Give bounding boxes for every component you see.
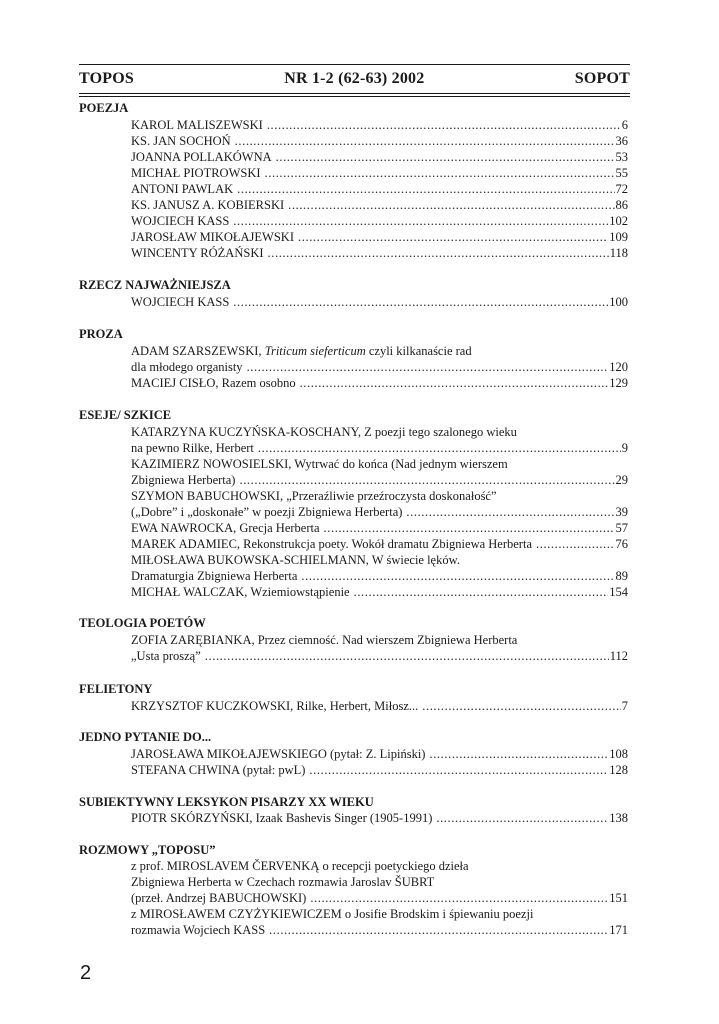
toc-entry-line[interactable]: ZOFIA ZARĘBIANKA, Przez ciemność. Nad wierszem Zbigniewa Herberta	[131, 633, 518, 647]
entry-text: ANTONI PAWLAK	[131, 182, 234, 196]
entry-text-rest: czyli kilkanaście rad	[365, 344, 472, 358]
entry-page: 53	[615, 150, 628, 164]
toc-entry-line[interactable]	[131, 343, 628, 359]
entry-page: 89	[615, 569, 628, 583]
entry-page: 154	[609, 585, 628, 599]
section-title-rozmowy: ROZMOWY „TOPOSU”	[79, 843, 216, 857]
dot-leader	[288, 197, 614, 213]
toc-entry-line[interactable]: z MIROSŁAWEM CZYŻYKIEWICZEM o Josifie Brodskim i śpiewaniu poezji	[131, 907, 534, 921]
entry-page: 112	[609, 649, 628, 663]
entry-text: KS. JANUSZ A. KOBIERSKI	[131, 198, 285, 212]
entry-text: „Usta proszą”	[131, 649, 201, 663]
dot-leader	[536, 536, 615, 552]
toc-entry[interactable]	[131, 746, 628, 762]
toc-entry[interactable]	[131, 149, 628, 165]
toc-entry[interactable]	[131, 133, 628, 149]
entry-page: 9	[621, 441, 628, 455]
running-header	[79, 70, 630, 90]
toc-entry[interactable]	[131, 890, 628, 906]
section-title-poezja: POEZJA	[79, 101, 129, 115]
dot-leader	[237, 181, 614, 197]
entry-text: MACIEJ CISŁO, Razem osobno	[131, 376, 296, 390]
dot-leader	[258, 440, 621, 456]
entry-page: 6	[621, 118, 628, 132]
dot-leader	[422, 698, 621, 714]
entry-text: WOJCIECH KASS	[131, 214, 230, 228]
entry-text: rozmawia Wojciech KASS	[131, 923, 266, 937]
dot-leader	[268, 245, 609, 261]
entry-text: STEFANA CHWINA (pytał: pwL)	[131, 763, 306, 777]
dot-leader	[310, 890, 608, 906]
dot-leader	[235, 133, 615, 149]
toc-entry[interactable]	[131, 440, 628, 456]
entry-page: 138	[609, 811, 628, 825]
toc-entry[interactable]	[131, 648, 628, 664]
entry-text: MICHAŁ PIOTROWSKI	[131, 166, 261, 180]
entry-text: JAROSŁAWA MIKOŁAJEWSKIEGO (pytał: Z. Lipiński)	[131, 747, 426, 761]
toc-entry[interactable]	[131, 229, 628, 245]
dot-leader	[301, 568, 614, 584]
entry-text: KAROL MALISZEWSKI	[131, 118, 263, 132]
entry-text: JOANNA POLLAKÓWNA	[131, 150, 272, 164]
toc-entry[interactable]	[131, 213, 628, 229]
entry-page: 100	[609, 295, 628, 309]
header-rule-thin	[79, 96, 630, 97]
toc-entry[interactable]	[131, 117, 628, 133]
page-number: 2	[80, 962, 92, 984]
dot-leader	[267, 117, 621, 133]
toc-entry-line[interactable]: KAZIMIERZ NOWOSIELSKI, Wytrwać do końca (Nad jednym wierszem	[131, 457, 508, 471]
header-journal: TOPOS	[79, 70, 134, 87]
toc-entry[interactable]	[131, 165, 628, 181]
entry-italic-title: Triticum sieferticum	[264, 344, 366, 358]
dot-leader	[233, 294, 608, 310]
entry-page: 57	[615, 521, 628, 535]
dot-leader	[205, 648, 609, 664]
toc-entry[interactable]	[131, 922, 628, 938]
entry-page: 171	[609, 923, 628, 937]
entry-page: 108	[609, 747, 628, 761]
entry-page: 109	[609, 230, 628, 244]
section-title-rzecz: RZECZ NAJWAŻNIEJSZA	[79, 278, 231, 292]
entry-text: KRZYSZTOF KUCZKOWSKI, Rilke, Herbert, Miłosz...	[131, 699, 419, 713]
dot-leader	[265, 165, 615, 181]
entry-page: 7	[621, 699, 628, 713]
entry-text: MAREK ADAMIEC, Rekonstrukcja poety. Wokół dramatu Zbigniewa Herberta	[131, 537, 532, 551]
dot-leader	[354, 584, 609, 600]
entry-text: na pewno Rilke, Herbert	[131, 441, 254, 455]
toc-entry[interactable]	[131, 762, 628, 778]
section-title-eseje: ESEJE/ SZKICE	[79, 408, 172, 422]
toc-entry[interactable]	[131, 181, 628, 197]
entry-text: WINCENTY RÓŻAŃSKI	[131, 246, 264, 260]
entry-page: 120	[609, 360, 628, 374]
entry-text: EWA NAWROCKA, Grecja Herberta	[131, 521, 320, 535]
dot-leader	[298, 229, 608, 245]
section-title-felietony: FELIETONY	[79, 682, 153, 696]
toc-entry[interactable]	[131, 810, 628, 826]
entry-text: WOJCIECH KASS	[131, 295, 230, 309]
entry-page: 29	[615, 473, 628, 487]
toc-entry[interactable]	[131, 197, 628, 213]
dot-leader	[269, 922, 608, 938]
entry-page: 86	[615, 198, 628, 212]
header-rule-bottom	[79, 93, 630, 94]
toc-entry[interactable]	[131, 294, 628, 310]
entry-page: 128	[609, 763, 628, 777]
dot-leader	[276, 149, 615, 165]
toc-entry-line[interactable]: SZYMON BABUCHOWSKI, „Przeraźliwie przeźroczysta doskonałość”	[131, 489, 497, 503]
entry-author: ADAM SZARSZEWSKI,	[131, 344, 265, 358]
toc-entry[interactable]	[131, 245, 628, 261]
entry-text: Dramaturgia Zbigniewa Herberta	[131, 569, 298, 583]
dot-leader	[233, 213, 608, 229]
entry-page: 118	[609, 246, 628, 260]
toc-entry[interactable]	[131, 472, 628, 488]
toc-entry[interactable]	[131, 520, 628, 536]
toc-entry-line[interactable]: Zbigniewa Herberta w Czechach rozmawia Jaroslav ŠUBRT	[131, 875, 435, 889]
dot-leader	[429, 746, 608, 762]
toc-entry-line[interactable]: z prof. MIROSLAVEM ČERVENKĄ o recepcji poetyckiego dzieła	[131, 859, 469, 873]
toc-entry[interactable]	[131, 568, 628, 584]
section-title-teologia: TEOLOGIA POETÓW	[79, 616, 206, 630]
dot-leader	[309, 762, 608, 778]
entry-page: 39	[615, 505, 628, 519]
toc-entry[interactable]	[131, 375, 628, 391]
toc-entry-line[interactable]: KATARZYNA KUCZYŃSKA-KOSCHANY, Z poezji tego szalonego wieku	[131, 425, 517, 439]
entry-text: MICHAŁ WALCZAK, Wziemiowstąpienie	[131, 585, 350, 599]
entry-text: („Dobre” i „doskonałe” w poezji Zbigniewa Herberta)	[131, 505, 403, 519]
header-city: SOPOT	[574, 70, 630, 87]
entry-page: 129	[609, 376, 628, 390]
entry-text: Zbigniewa Herberta)	[131, 473, 236, 487]
dot-leader	[436, 810, 608, 826]
dot-leader	[300, 375, 609, 391]
entry-page: 72	[615, 182, 628, 196]
header-issue: NR 1-2 (62-63) 2002	[284, 70, 425, 87]
entry-text: PIOTR SKÓRZYŃSKI, Izaak Bashevis Singer (1905-1991)	[131, 811, 433, 825]
toc-entry[interactable]	[131, 584, 628, 600]
entry-page: 36	[615, 134, 628, 148]
entry-page: 76	[615, 537, 628, 551]
dot-leader	[406, 504, 614, 520]
dot-leader	[247, 359, 609, 375]
toc-entry[interactable]	[131, 698, 628, 714]
section-title-jedno-pytanie: JEDNO PYTANIE DO...	[79, 730, 212, 744]
dot-leader	[239, 472, 614, 488]
dot-leader	[324, 520, 615, 536]
entry-text: KS. JAN SOCHOŃ	[131, 134, 231, 148]
section-title-proza: PROZA	[79, 327, 123, 341]
entry-text: dla młodego organisty	[131, 360, 243, 374]
section-title-leksykon: SUBIEKTYWNY LEKSYKON PISARZY XX WIEKU	[79, 795, 374, 809]
entry-text: (przeł. Andrzej BABUCHOWSKI)	[131, 891, 307, 905]
entry-page: 151	[609, 891, 628, 905]
toc-entry[interactable]	[131, 536, 628, 552]
toc-entry[interactable]	[131, 359, 628, 375]
toc-entry-line[interactable]: MIŁOSŁAWA BUKOWSKA-SCHIELMANN, W świecie lęków.	[131, 553, 460, 567]
toc-entry[interactable]	[131, 504, 628, 520]
entry-text: JAROSŁAW MIKOŁAJEWSKI	[131, 230, 295, 244]
header-rule-top	[79, 64, 630, 65]
entry-page: 55	[615, 166, 628, 180]
entry-page: 102	[609, 214, 628, 228]
